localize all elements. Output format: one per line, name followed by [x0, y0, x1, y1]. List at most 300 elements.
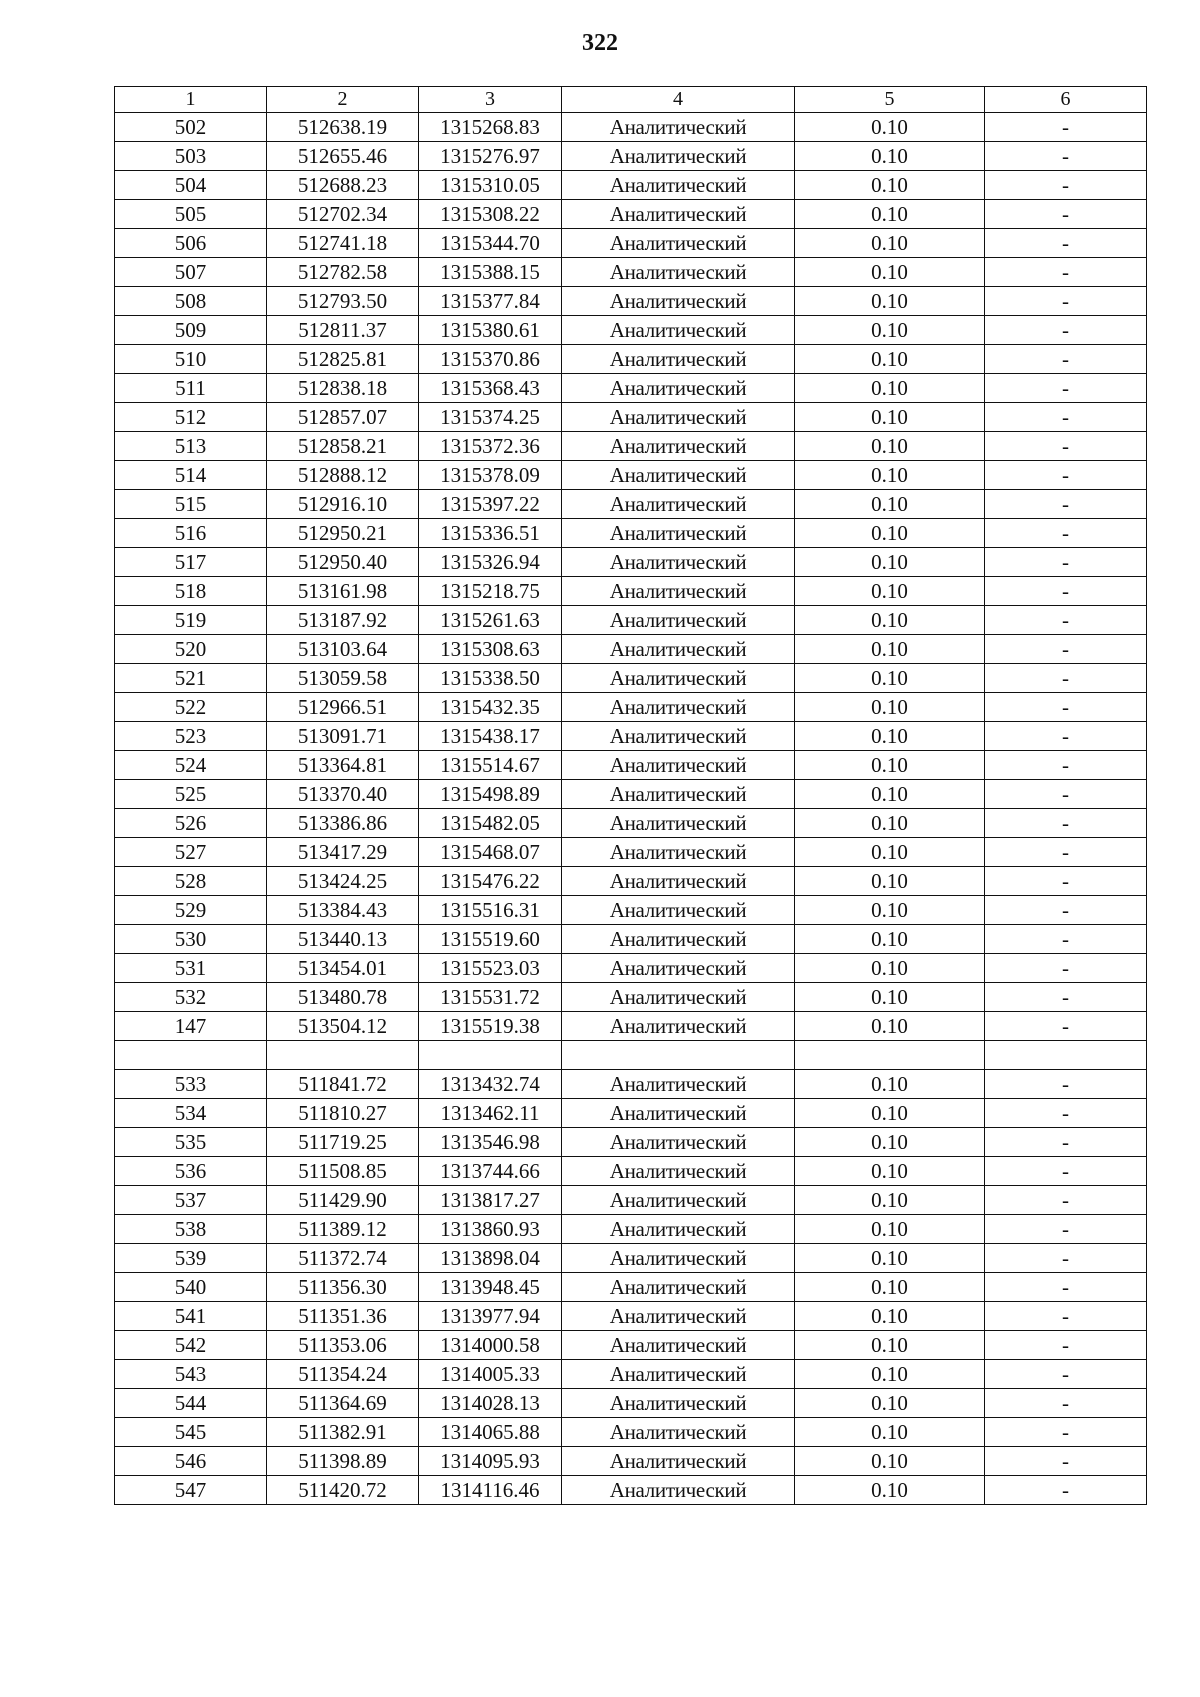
cell-method: Аналитический [562, 258, 795, 287]
cell-point-number: 545 [115, 1418, 267, 1447]
page-number: 322 [582, 30, 618, 56]
cell-x-coordinate: 512702.34 [267, 200, 419, 229]
cell-point-number: 535 [115, 1128, 267, 1157]
cell-description: - [985, 461, 1147, 490]
cell-point-number: 519 [115, 606, 267, 635]
cell-method: Аналитический [562, 345, 795, 374]
cell-y-coordinate: 1313898.04 [419, 1244, 562, 1273]
cell-x-coordinate: 513384.43 [267, 896, 419, 925]
table-row [115, 1447, 1147, 1476]
cell-description: - [985, 751, 1147, 780]
cell-x-coordinate: 511353.06 [267, 1331, 419, 1360]
cell-method: Аналитический [562, 171, 795, 200]
cell-point-number: 534 [115, 1099, 267, 1128]
cell-x-coordinate: 513386.86 [267, 809, 419, 838]
cell-accuracy: 0.10 [795, 925, 985, 954]
cell-accuracy: 0.10 [795, 1128, 985, 1157]
cell-accuracy: 0.10 [795, 664, 985, 693]
cell-accuracy: 0.10 [795, 809, 985, 838]
cell-description: - [985, 142, 1147, 171]
cell-description: - [985, 954, 1147, 983]
cell-method: Аналитический [562, 1331, 795, 1360]
table-row [115, 664, 1147, 693]
cell-x-coordinate: 513480.78 [267, 983, 419, 1012]
cell-x-coordinate: 513059.58 [267, 664, 419, 693]
cell-accuracy: 0.10 [795, 1070, 985, 1099]
cell-point-number: 537 [115, 1186, 267, 1215]
cell-description: - [985, 432, 1147, 461]
cell-description: - [985, 1476, 1147, 1505]
cell-method: Аналитический [562, 113, 795, 142]
table-row [115, 1215, 1147, 1244]
cell-x-coordinate: 511508.85 [267, 1157, 419, 1186]
cell-method: Аналитический [562, 287, 795, 316]
cell-description: - [985, 519, 1147, 548]
cell-accuracy: 0.10 [795, 1418, 985, 1447]
cell-method: Аналитический [562, 606, 795, 635]
cell-x-coordinate: 513454.01 [267, 954, 419, 983]
cell-description: - [985, 722, 1147, 751]
table-header [115, 87, 1147, 113]
table-row [115, 1302, 1147, 1331]
cell-point-number: 518 [115, 577, 267, 606]
cell-y-coordinate: 1315261.63 [419, 606, 562, 635]
cell-x-coordinate: 511351.36 [267, 1302, 419, 1331]
table-row [115, 200, 1147, 229]
cell-point-number: 547 [115, 1476, 267, 1505]
cell-description: - [985, 345, 1147, 374]
cell-description: - [985, 113, 1147, 142]
table-row [115, 693, 1147, 722]
cell-x-coordinate: 512858.21 [267, 432, 419, 461]
table-row [115, 809, 1147, 838]
cell-accuracy: 0.10 [795, 1215, 985, 1244]
cell-description: - [985, 1302, 1147, 1331]
cell-y-coordinate: 1315372.36 [419, 432, 562, 461]
cell-description: - [985, 403, 1147, 432]
cell-x-coordinate: 511841.72 [267, 1070, 419, 1099]
cell-description [985, 1041, 1147, 1070]
table-row [115, 1389, 1147, 1418]
cell-description: - [985, 693, 1147, 722]
cell-x-coordinate: 511389.12 [267, 1215, 419, 1244]
cell-accuracy: 0.10 [795, 287, 985, 316]
cell-y-coordinate: 1314000.58 [419, 1331, 562, 1360]
cell-description: - [985, 1012, 1147, 1041]
cell-x-coordinate: 512888.12 [267, 461, 419, 490]
cell-point-number: 511 [115, 374, 267, 403]
cell-x-coordinate: 512638.19 [267, 113, 419, 142]
table-row [115, 490, 1147, 519]
cell-y-coordinate: 1315397.22 [419, 490, 562, 519]
cell-x-coordinate: 513504.12 [267, 1012, 419, 1041]
cell-method: Аналитический [562, 577, 795, 606]
table-row [115, 780, 1147, 809]
cell-description: - [985, 1244, 1147, 1273]
cell-x-coordinate: 511810.27 [267, 1099, 419, 1128]
cell-y-coordinate: 1315374.25 [419, 403, 562, 432]
cell-description: - [985, 1099, 1147, 1128]
cell-x-coordinate: 513440.13 [267, 925, 419, 954]
table-row [115, 606, 1147, 635]
cell-accuracy: 0.10 [795, 548, 985, 577]
cell-point-number: 531 [115, 954, 267, 983]
cell-y-coordinate: 1314028.13 [419, 1389, 562, 1418]
cell-y-coordinate: 1315514.67 [419, 751, 562, 780]
cell-description: - [985, 1215, 1147, 1244]
cell-method: Аналитический [562, 1128, 795, 1157]
cell-accuracy: 0.10 [795, 142, 985, 171]
cell-point-number: 540 [115, 1273, 267, 1302]
cell-point-number: 530 [115, 925, 267, 954]
cell-description: - [985, 1389, 1147, 1418]
table-row [115, 577, 1147, 606]
cell-point-number: 544 [115, 1389, 267, 1418]
cell-description: - [985, 838, 1147, 867]
cell-accuracy: 0.10 [795, 345, 985, 374]
cell-point-number: 507 [115, 258, 267, 287]
cell-method: Аналитический [562, 809, 795, 838]
cell-x-coordinate: 511356.30 [267, 1273, 419, 1302]
cell-accuracy: 0.10 [795, 490, 985, 519]
cell-description: - [985, 374, 1147, 403]
table-row [115, 1273, 1147, 1302]
cell-method [562, 1041, 795, 1070]
cell-method: Аналитический [562, 780, 795, 809]
cell-y-coordinate: 1315338.50 [419, 664, 562, 693]
cell-accuracy: 0.10 [795, 374, 985, 403]
cell-method: Аналитический [562, 316, 795, 345]
cell-method: Аналитический [562, 1476, 795, 1505]
table-row [115, 1070, 1147, 1099]
table-row [115, 925, 1147, 954]
cell-y-coordinate: 1313977.94 [419, 1302, 562, 1331]
cell-point-number: 514 [115, 461, 267, 490]
cell-description: - [985, 1273, 1147, 1302]
cell-accuracy: 0.10 [795, 519, 985, 548]
cell-point-number: 538 [115, 1215, 267, 1244]
cell-y-coordinate: 1315516.31 [419, 896, 562, 925]
cell-point-number: 523 [115, 722, 267, 751]
table-row [115, 954, 1147, 983]
table-body [115, 113, 1147, 1505]
cell-accuracy: 0.10 [795, 1389, 985, 1418]
cell-method: Аналитический [562, 519, 795, 548]
cell-y-coordinate: 1315378.09 [419, 461, 562, 490]
cell-method: Аналитический [562, 983, 795, 1012]
cell-point-number: 546 [115, 1447, 267, 1476]
table-row [115, 867, 1147, 896]
cell-x-coordinate: 513091.71 [267, 722, 419, 751]
cell-description: - [985, 1331, 1147, 1360]
cell-method: Аналитический [562, 1070, 795, 1099]
table-row [115, 258, 1147, 287]
table-row [115, 316, 1147, 345]
table-row [115, 229, 1147, 258]
cell-description: - [985, 577, 1147, 606]
cell-method: Аналитический [562, 1012, 795, 1041]
cell-description: - [985, 1447, 1147, 1476]
cell-method: Аналитический [562, 1244, 795, 1273]
cell-method: Аналитический [562, 1099, 795, 1128]
cell-method: Аналитический [562, 896, 795, 925]
cell-x-coordinate: 512950.21 [267, 519, 419, 548]
cell-method: Аналитический [562, 490, 795, 519]
cell-description: - [985, 171, 1147, 200]
cell-y-coordinate: 1315377.84 [419, 287, 562, 316]
cell-x-coordinate: 512655.46 [267, 142, 419, 171]
cell-description: - [985, 1157, 1147, 1186]
table-row [115, 1476, 1147, 1505]
cell-point-number: 504 [115, 171, 267, 200]
cell-point-number: 147 [115, 1012, 267, 1041]
cell-y-coordinate: 1313744.66 [419, 1157, 562, 1186]
cell-description: - [985, 258, 1147, 287]
cell-accuracy: 0.10 [795, 432, 985, 461]
cell-accuracy: 0.10 [795, 606, 985, 635]
header-cell-point-number: 1 [115, 87, 267, 113]
table-row [115, 171, 1147, 200]
cell-x-coordinate: 512811.37 [267, 316, 419, 345]
cell-y-coordinate: 1315476.22 [419, 867, 562, 896]
cell-y-coordinate: 1313462.11 [419, 1099, 562, 1128]
cell-y-coordinate: 1314065.88 [419, 1418, 562, 1447]
cell-x-coordinate: 512793.50 [267, 287, 419, 316]
table-row [115, 751, 1147, 780]
header-cell-description: 6 [985, 87, 1147, 113]
cell-accuracy: 0.10 [795, 1157, 985, 1186]
header-cell-y-coordinate: 3 [419, 87, 562, 113]
cell-method: Аналитический [562, 1418, 795, 1447]
table-row [115, 635, 1147, 664]
cell-point-number: 543 [115, 1360, 267, 1389]
table-row [115, 374, 1147, 403]
cell-x-coordinate: 511364.69 [267, 1389, 419, 1418]
cell-x-coordinate: 513187.92 [267, 606, 419, 635]
cell-accuracy: 0.10 [795, 403, 985, 432]
cell-accuracy: 0.10 [795, 316, 985, 345]
cell-y-coordinate: 1315432.35 [419, 693, 562, 722]
cell-accuracy: 0.10 [795, 577, 985, 606]
cell-x-coordinate: 513103.64 [267, 635, 419, 664]
cell-x-coordinate: 512688.23 [267, 171, 419, 200]
cell-accuracy: 0.10 [795, 635, 985, 664]
cell-description: - [985, 606, 1147, 635]
header-cell-x-coordinate: 2 [267, 87, 419, 113]
table-row [115, 142, 1147, 171]
cell-description: - [985, 664, 1147, 693]
cell-accuracy: 0.10 [795, 1273, 985, 1302]
cell-method: Аналитический [562, 954, 795, 983]
cell-accuracy: 0.10 [795, 867, 985, 896]
cell-point-number: 521 [115, 664, 267, 693]
cell-y-coordinate [419, 1041, 562, 1070]
cell-y-coordinate: 1315336.51 [419, 519, 562, 548]
cell-point-number: 513 [115, 432, 267, 461]
cell-y-coordinate: 1315310.05 [419, 171, 562, 200]
table-row [115, 403, 1147, 432]
cell-x-coordinate: 513417.29 [267, 838, 419, 867]
cell-y-coordinate: 1315268.83 [419, 113, 562, 142]
cell-description: - [985, 809, 1147, 838]
cell-point-number: 516 [115, 519, 267, 548]
cell-accuracy: 0.10 [795, 1476, 985, 1505]
cell-description: - [985, 229, 1147, 258]
cell-y-coordinate: 1315482.05 [419, 809, 562, 838]
cell-point-number: 524 [115, 751, 267, 780]
cell-method: Аналитический [562, 1273, 795, 1302]
cell-point-number: 509 [115, 316, 267, 345]
cell-y-coordinate: 1315388.15 [419, 258, 562, 287]
cell-description: - [985, 1360, 1147, 1389]
cell-point-number: 506 [115, 229, 267, 258]
cell-method: Аналитический [562, 461, 795, 490]
cell-point-number [115, 1041, 267, 1070]
cell-y-coordinate: 1315276.97 [419, 142, 562, 171]
coordinates-table [114, 86, 1147, 1505]
table-row [115, 1244, 1147, 1273]
cell-method: Аналитический [562, 1389, 795, 1418]
cell-y-coordinate: 1313817.27 [419, 1186, 562, 1215]
cell-method: Аналитический [562, 635, 795, 664]
table-row [115, 838, 1147, 867]
cell-description: - [985, 1128, 1147, 1157]
cell-point-number: 505 [115, 200, 267, 229]
cell-method: Аналитический [562, 374, 795, 403]
cell-point-number: 536 [115, 1157, 267, 1186]
cell-method: Аналитический [562, 867, 795, 896]
cell-y-coordinate: 1315380.61 [419, 316, 562, 345]
table-row [115, 1099, 1147, 1128]
cell-y-coordinate: 1314095.93 [419, 1447, 562, 1476]
cell-method: Аналитический [562, 432, 795, 461]
cell-x-coordinate: 513364.81 [267, 751, 419, 780]
cell-point-number: 532 [115, 983, 267, 1012]
cell-description: - [985, 635, 1147, 664]
cell-y-coordinate: 1315218.75 [419, 577, 562, 606]
table-row [115, 1418, 1147, 1447]
cell-y-coordinate: 1315368.43 [419, 374, 562, 403]
table-row [115, 896, 1147, 925]
cell-method: Аналитический [562, 1447, 795, 1476]
cell-x-coordinate: 511429.90 [267, 1186, 419, 1215]
cell-point-number: 527 [115, 838, 267, 867]
cell-y-coordinate: 1315308.63 [419, 635, 562, 664]
cell-accuracy: 0.10 [795, 200, 985, 229]
cell-y-coordinate: 1313948.45 [419, 1273, 562, 1302]
cell-method: Аналитический [562, 229, 795, 258]
cell-y-coordinate: 1315519.60 [419, 925, 562, 954]
cell-description: - [985, 548, 1147, 577]
cell-method: Аналитический [562, 200, 795, 229]
cell-point-number: 528 [115, 867, 267, 896]
table-row [115, 548, 1147, 577]
header-row [115, 87, 1147, 113]
cell-method: Аналитический [562, 142, 795, 171]
table-row [115, 287, 1147, 316]
table-row [115, 1331, 1147, 1360]
cell-accuracy: 0.10 [795, 693, 985, 722]
cell-accuracy: 0.10 [795, 722, 985, 751]
cell-x-coordinate: 511382.91 [267, 1418, 419, 1447]
cell-x-coordinate: 512950.40 [267, 548, 419, 577]
cell-description: - [985, 1070, 1147, 1099]
cell-accuracy: 0.10 [795, 838, 985, 867]
table-row [115, 432, 1147, 461]
cell-method: Аналитический [562, 1360, 795, 1389]
cell-point-number: 533 [115, 1070, 267, 1099]
cell-accuracy: 0.10 [795, 954, 985, 983]
cell-x-coordinate: 512857.07 [267, 403, 419, 432]
cell-accuracy: 0.10 [795, 1099, 985, 1128]
cell-description: - [985, 200, 1147, 229]
cell-y-coordinate: 1315519.38 [419, 1012, 562, 1041]
cell-method: Аналитический [562, 1215, 795, 1244]
cell-description: - [985, 896, 1147, 925]
cell-accuracy: 0.10 [795, 1012, 985, 1041]
cell-accuracy: 0.10 [795, 983, 985, 1012]
cell-x-coordinate: 512966.51 [267, 693, 419, 722]
cell-description: - [985, 1186, 1147, 1215]
cell-accuracy: 0.10 [795, 1447, 985, 1476]
cell-accuracy: 0.10 [795, 780, 985, 809]
cell-description: - [985, 925, 1147, 954]
header-cell-accuracy: 5 [795, 87, 985, 113]
table-row [115, 519, 1147, 548]
cell-point-number: 512 [115, 403, 267, 432]
cell-method: Аналитический [562, 722, 795, 751]
cell-y-coordinate: 1315468.07 [419, 838, 562, 867]
cell-method: Аналитический [562, 403, 795, 432]
table-row [115, 1041, 1147, 1070]
cell-y-coordinate: 1315531.72 [419, 983, 562, 1012]
cell-accuracy: 0.10 [795, 751, 985, 780]
cell-method: Аналитический [562, 1157, 795, 1186]
cell-accuracy: 0.10 [795, 461, 985, 490]
cell-point-number: 503 [115, 142, 267, 171]
cell-method: Аналитический [562, 925, 795, 954]
cell-accuracy: 0.10 [795, 896, 985, 925]
cell-point-number: 517 [115, 548, 267, 577]
cell-method: Аналитический [562, 693, 795, 722]
table-row [115, 1012, 1147, 1041]
table-row [115, 1157, 1147, 1186]
cell-y-coordinate: 1315344.70 [419, 229, 562, 258]
cell-accuracy: 0.10 [795, 258, 985, 287]
cell-accuracy: 0.10 [795, 1331, 985, 1360]
cell-method: Аналитический [562, 838, 795, 867]
cell-y-coordinate: 1313546.98 [419, 1128, 562, 1157]
cell-x-coordinate: 512916.10 [267, 490, 419, 519]
cell-description: - [985, 1418, 1147, 1447]
cell-description: - [985, 316, 1147, 345]
table-row [115, 345, 1147, 374]
cell-point-number: 529 [115, 896, 267, 925]
cell-accuracy [795, 1041, 985, 1070]
cell-y-coordinate: 1313860.93 [419, 1215, 562, 1244]
cell-accuracy: 0.10 [795, 113, 985, 142]
cell-x-coordinate: 513161.98 [267, 577, 419, 606]
cell-x-coordinate: 511719.25 [267, 1128, 419, 1157]
cell-x-coordinate: 511372.74 [267, 1244, 419, 1273]
cell-point-number: 502 [115, 113, 267, 142]
cell-y-coordinate: 1315498.89 [419, 780, 562, 809]
table-row [115, 983, 1147, 1012]
cell-accuracy: 0.10 [795, 1302, 985, 1331]
header-cell-method: 4 [562, 87, 795, 113]
table-row [115, 113, 1147, 142]
cell-method: Аналитический [562, 1302, 795, 1331]
